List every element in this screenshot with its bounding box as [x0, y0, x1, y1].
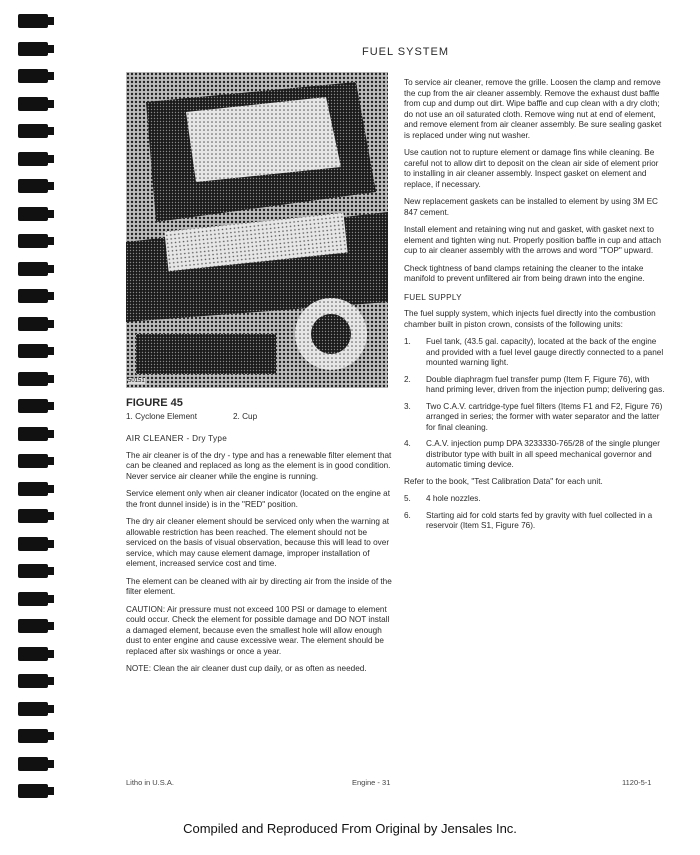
- fuel-units-list: [404, 337, 666, 471]
- air-cleaner-photo: [126, 72, 388, 388]
- fuel-supply-heading: FUEL SUPPLY: [404, 292, 462, 302]
- footer-center: Engine - 31: [352, 778, 391, 787]
- bottom-credit: Compiled and Reproduced From Original by Jensales Inc.: [183, 821, 517, 836]
- paragraph: Check tightness of band clamps retaining the cleaner to the intake manifold to prevent unfiltered air from being drawn into the engine.: [404, 263, 645, 283]
- list-number: 4.: [404, 439, 411, 448]
- list-item: [404, 511, 666, 532]
- binding-ring: [18, 317, 48, 331]
- paragraph: Service element only when air cleaner indicator (located on the engine at the front dunnel inside) is in the "RED" position.: [126, 489, 390, 509]
- list-text: Fuel tank, (43.5 gal. capacity), located at the back of the engine and provided with a fuel level gauge directly connected to a panel mounted warning light.: [426, 337, 664, 367]
- photo-label: 50151: [128, 378, 145, 384]
- binding-ring: [18, 784, 48, 798]
- binding-ring: [18, 42, 48, 56]
- list-number: 6.: [404, 510, 411, 520]
- paragraph: To service air cleaner, remove the grille. Loosen the clamp and remove the cup from the air cleaner assembly. Remove the exhaust dust baffle from cup and dump out dirt. Wipe baffle and cup clean with a dry cloth; do not use an oil saturated cloth. Remove wing nut at end of element, and remove element from air cleaner assembly. Be sure sealing gasket is replaced under wing nut washer.: [404, 78, 662, 140]
- binding-ring: [18, 482, 48, 496]
- list-number: 2.: [404, 374, 411, 384]
- binding-ring: [18, 537, 48, 551]
- paragraph: Use caution not to rupture element or damage fins while cleaning. Be careful not to allow dirt to deposit on the clean air side of element prior to installing in air cleaner assembly. Inspect gasket on element and replace, if necessary.: [404, 148, 659, 189]
- binding-ring: [18, 454, 48, 468]
- binding-ring: [18, 262, 48, 276]
- binding-ring: [18, 97, 48, 111]
- list-number: 3.: [404, 401, 411, 411]
- left-column: [126, 398, 394, 682]
- paragraph: New replacement gaskets can be installed to element by using 3M EC 847 cement.: [404, 197, 658, 217]
- binding-ring: [18, 344, 48, 358]
- list-item: [404, 375, 666, 396]
- list-item: [404, 439, 666, 471]
- list-item: [404, 402, 666, 434]
- binding-ring: [18, 152, 48, 166]
- binding-ring: [18, 674, 48, 688]
- binding-ring: [18, 647, 48, 661]
- footer-left: Litho in U.S.A.: [126, 778, 174, 787]
- binding-ring: [18, 399, 48, 413]
- figure-caption: [126, 412, 394, 423]
- list-number: 5.: [404, 494, 411, 503]
- list-text: 4 hole nozzles.: [426, 494, 481, 503]
- caption-item: 1. Cyclone Element: [126, 411, 197, 421]
- refer-note: Refer to the book, "Test Calibration Data" for each unit.: [404, 476, 603, 486]
- binding-ring: [18, 179, 48, 193]
- binding-ring: [18, 14, 48, 28]
- caption-item: 2. Cup: [233, 411, 258, 421]
- figure-title: FIGURE 45: [126, 397, 183, 409]
- paragraph: The fuel supply system, which injects fuel directly into the combustion chamber built in piston crown, consists of the following units:: [404, 309, 656, 329]
- binding-ring: [18, 427, 48, 441]
- list-item: [404, 337, 666, 369]
- list-text: C.A.V. injection pump DPA 3233330-765/28 of the single plunger distributor type with built in all speed mechanical governor and automatic timing device.: [426, 439, 660, 469]
- binding-ring: [18, 124, 48, 138]
- list-number: 1.: [404, 337, 411, 346]
- section-heading: AIR CLEANER - Dry Type: [126, 434, 228, 443]
- list-item: [404, 494, 666, 505]
- binding-ring: [18, 69, 48, 83]
- list-text: Double diaphragm fuel transfer pump (Item F, Figure 76), with hand priming lever, driven from the injection pump; delivering gas.: [426, 374, 665, 394]
- list-text: Starting aid for cold starts fed by gravity with fuel collected in a reservoir (Item S1, Figure 76).: [426, 510, 653, 530]
- spiral-binding: [0, 0, 62, 800]
- paragraph: The air cleaner is of the dry - type and has a renewable filter element that can be cleaned and replaced as long as the element is in good condition. Never service air cleaner while the engine is running.: [126, 450, 392, 481]
- binding-ring: [18, 234, 48, 248]
- right-column: [404, 78, 666, 538]
- list-text: Two C.A.V. cartridge-type fuel filters (Items F1 and F2, Figure 76) arranged in series; the former with water separator and the latter for final cleaning.: [426, 401, 663, 432]
- binding-ring: [18, 372, 48, 386]
- binding-ring: [18, 207, 48, 221]
- paragraph: The dry air cleaner element should be serviced only when the warning at allowable restriction has been reached. The element should not be serviced on the basis of visual observation, because this will lead to over service, which may cause element damage, improper installation of element, increased service cost and time.: [126, 517, 390, 568]
- binding-ring: [18, 509, 48, 523]
- footer-right: 1120-5-1: [622, 778, 652, 787]
- paragraph: Install element and retaining wing nut and gasket, with gasket next to element and tighten wing nut. Properly position baffle in cup and attach cup to air cleaner assembly with the arrows and word "TOP" upward.: [404, 225, 662, 255]
- binding-ring: [18, 619, 48, 633]
- page-header: FUEL SYSTEM: [362, 46, 449, 58]
- fuel-units-list-continued: [404, 494, 666, 532]
- binding-ring: [18, 564, 48, 578]
- binding-ring: [18, 289, 48, 303]
- caution-paragraph: CAUTION: Air pressure must not exceed 100 PSI or damage to element could occur. Check the element for possible damage and DO NOT install a damaged element, because even the smallest hole will allow enough dust to enter engine and cause excessive wear. The element should be replaced after six washings or once a year.: [126, 604, 390, 656]
- binding-ring: [18, 702, 48, 716]
- binding-ring: [18, 757, 48, 771]
- paragraph: The element can be cleaned with air by directing air from the inside of the filter element.: [126, 576, 392, 596]
- binding-ring: [18, 729, 48, 743]
- binding-ring: [18, 592, 48, 606]
- manual-page: [62, 0, 700, 800]
- note-paragraph: NOTE: Clean the air cleaner dust cup daily, or as often as needed.: [126, 664, 367, 673]
